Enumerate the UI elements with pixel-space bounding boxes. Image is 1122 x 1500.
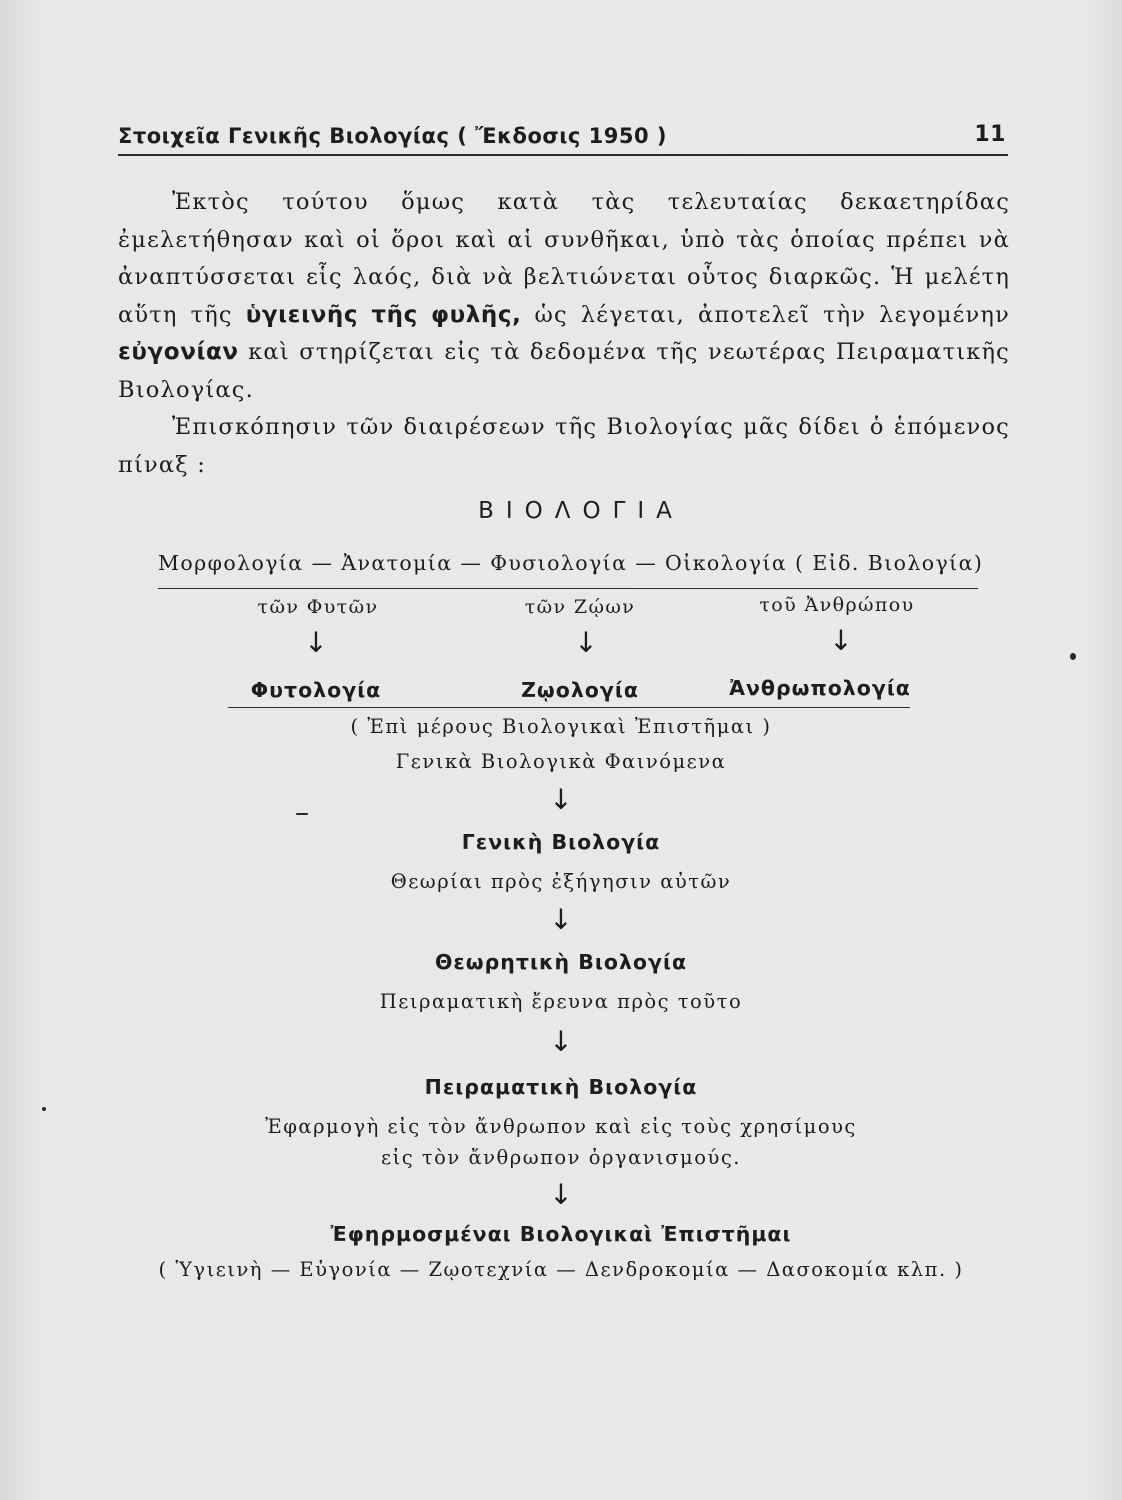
flow-line: εἰς τὸν ἄνθρωπον ὀργανισμούς.: [381, 1146, 741, 1169]
page-number: 11: [974, 122, 1006, 147]
arrow-down-icon: ↓: [549, 1025, 573, 1058]
special-sciences-note: ( Ἐπὶ μέρους Βιολογικαὶ Ἐπιστῆμαι ): [350, 715, 772, 738]
flow-heading: Πειραματικὴ Βιολογία: [424, 1075, 698, 1099]
paragraph-eugenics: [118, 184, 1010, 409]
flow-heading: Γενικὴ Βιολογία: [461, 830, 661, 854]
arrow-down-icon: ↓: [549, 1178, 573, 1211]
print-speck: [42, 1107, 46, 1111]
print-speck: [296, 813, 308, 815]
paragraph-text: Ἐκτὸς τούτου ὅμως κατὰ τὰς τελευταίας δεκαετηρίδας ἐμελετήθησαν καὶ οἱ ὅροι καὶ αἱ συνθῆκαι, ὑπὸ τὰς ὁποίας πρέπει νὰ ἀναπτύσσεται εἷς λαός, διὰ νὰ βελτιώνεται οὗτος διαρκῶς. Ἡ μελέτη αὕτη τῆς: [118, 189, 1010, 328]
print-speck: [1070, 653, 1076, 660]
flow-line: Θεωρίαι πρὸς ἐξήγησιν αὐτῶν: [390, 870, 732, 893]
paragraph-text: καὶ στηρίζεται εἰς τὰ δεδομένα τῆς νεωτέρας Πειραματικῆς Βιολογίας.: [118, 339, 1010, 403]
body-text: [118, 184, 1010, 484]
emphasis-race-hygiene: ὑγιεινῆς τῆς φυλῆς,: [245, 301, 522, 328]
sciences-rule: [228, 707, 910, 708]
running-header: [118, 118, 1008, 156]
arrow-down-icon: ↓: [549, 903, 573, 936]
column-sub-animals: τῶν Ζῴων: [524, 596, 636, 618]
running-title: Στοιχεῖα Γενικῆς Βιολογίας ( Ἔκδοσις 1950 ): [118, 124, 668, 148]
arrow-down-icon: ↓: [304, 626, 328, 659]
science-botany: Φυτολογία: [250, 678, 382, 702]
applied-sciences-examples: ( Ὑγιεινὴ — Εὐγονία — Ζῳοτεχνία — Δενδροκομία — Δασοκομία κλπ. ): [158, 1258, 964, 1281]
flow-heading: Ἐφηρμοσμέναι Βιολογικαὶ Ἐπιστῆμαι: [330, 1222, 792, 1246]
paragraph-text: ὡς λέγεται, ἀποτελεῖ τὴν λεγομένην: [534, 301, 1010, 328]
flow-line: Γενικὰ Βιολογικὰ Φαινόμενα: [395, 750, 727, 773]
emphasis-eugenics: εὐγονίαν: [118, 339, 239, 365]
biology-branches: Μορφολογία — Ἀνατομία — Φυσιολογία — Οἰκολογία ( Εἰδ. Βιολογία): [158, 551, 984, 575]
science-zoology: Ζῳολογία: [521, 678, 639, 702]
science-anthropology: Ἀνθρωπολογία: [729, 676, 911, 700]
flow-line: Πειραματικὴ ἔρευνα πρὸς τοῦτο: [379, 990, 743, 1013]
flow-heading: Θεωρητικὴ Βιολογία: [434, 950, 688, 974]
column-sub-humans: τοῦ Ἀνθρώπου: [759, 594, 915, 616]
table-heading: ΒΙΟΛΟΓΙΑ: [478, 498, 684, 524]
arrow-down-icon: ↓: [549, 783, 573, 816]
paragraph-overview: Ἐπισκόπησιν τῶν διαιρέσεων τῆς Βιολογίας μᾶς δίδει ὁ ἑπόμενος πίναξ :: [118, 414, 1010, 478]
column-sub-plants: τῶν Φυτῶν: [257, 596, 379, 618]
arrow-down-icon: ↓: [829, 624, 853, 657]
flow-line: Ἐφαρμογὴ εἰς τὸν ἄνθρωπον καὶ εἰς τοὺς χρησίμους: [265, 1115, 857, 1138]
branches-rule: [158, 588, 978, 589]
arrow-down-icon: ↓: [574, 626, 598, 659]
